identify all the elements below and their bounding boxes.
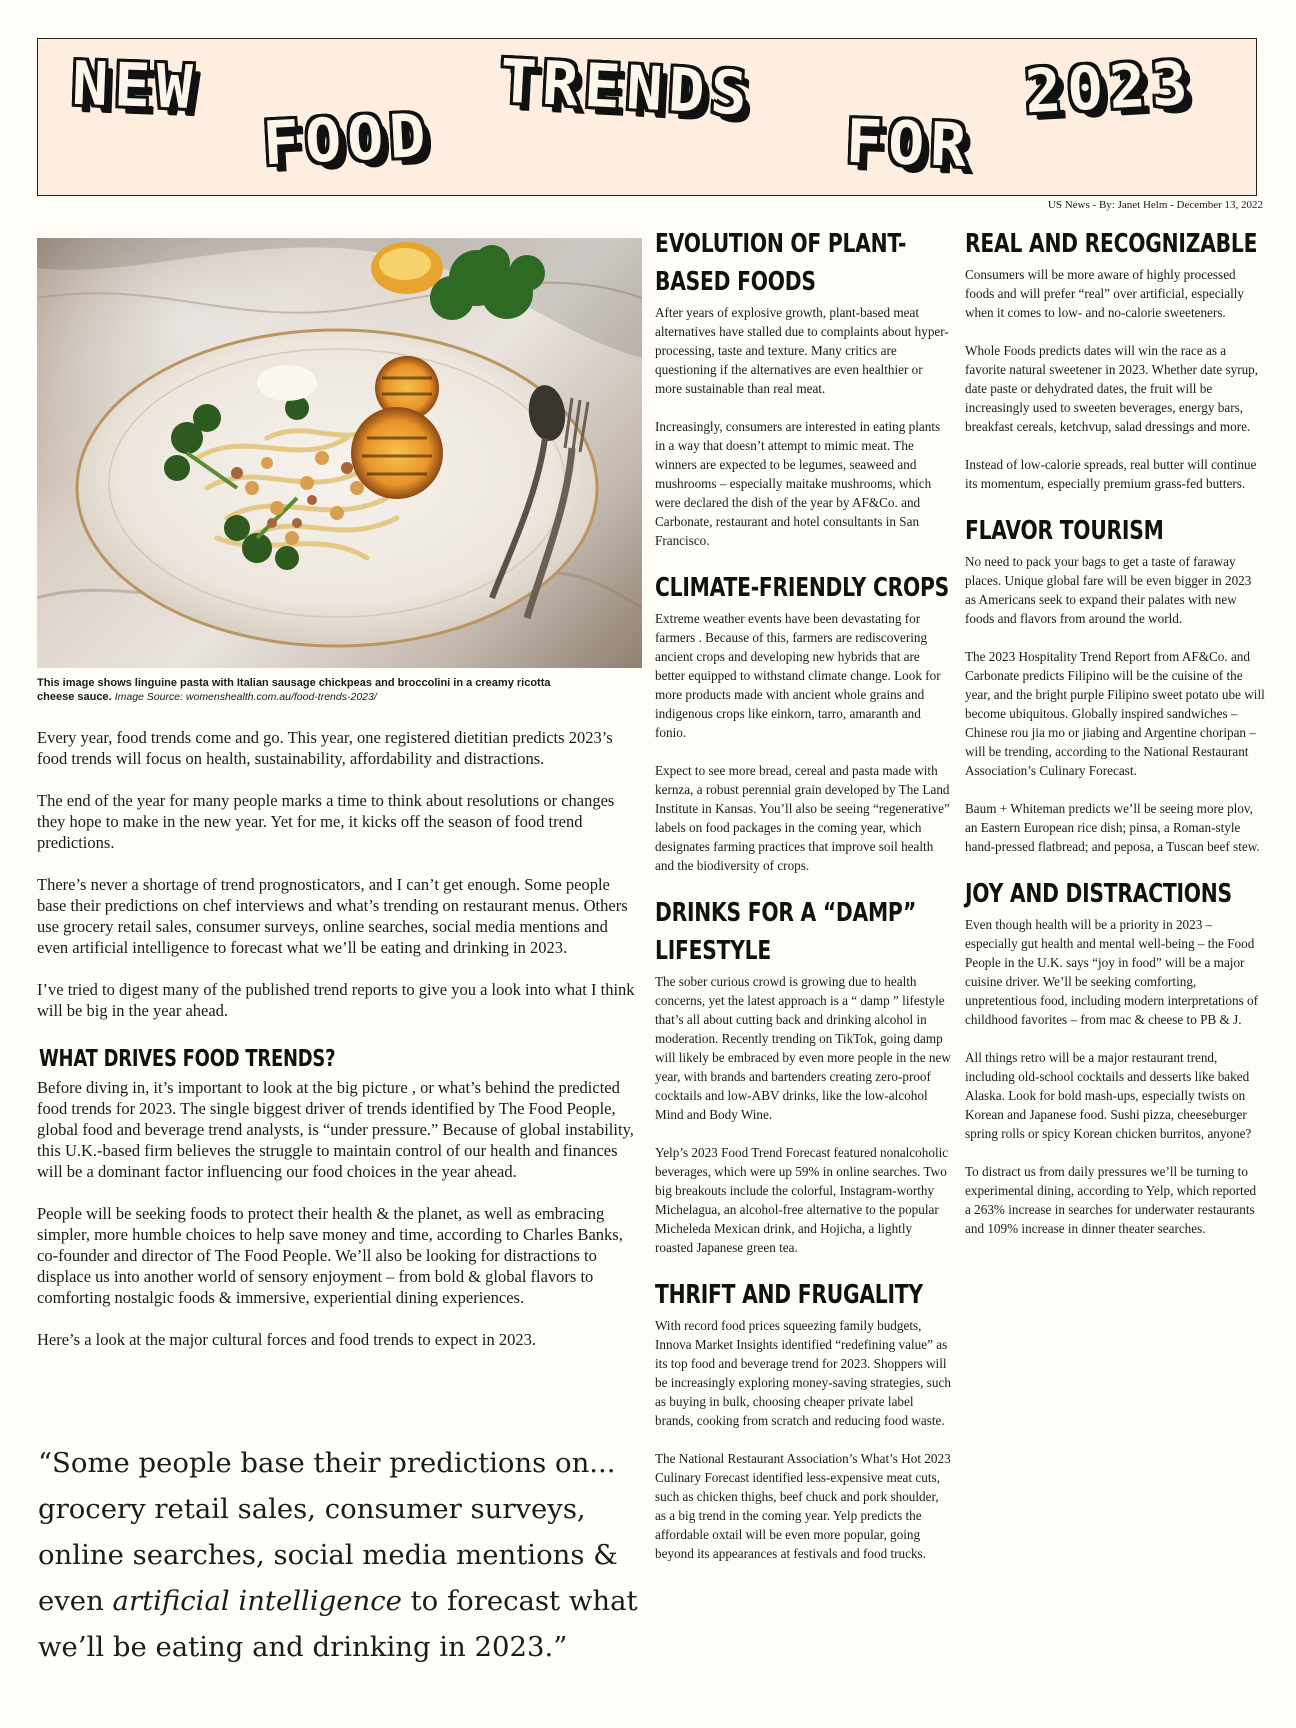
section-paragraph: The National Restaurant Association’s What’s Hot 2023 Culinary Forecast identified less-expensive meat cuts, such as chicken thighs, beef chuck and pork shoulder, as a big trend in the coming year. Yelp predicts the affordable oxtail will be even more popular, going beyond its appearances at festivals and food trucks.	[655, 1451, 951, 1561]
masthead	[37, 38, 1257, 196]
masthead-word-food: FOOD	[261, 100, 434, 180]
section-paragraph: Baum + Whiteman predicts we’ll be seeing more plov, an Eastern European rice dish; pinsa, a Roman-style hand-pressed flatbread; and peposa, a Tuscan beef stew.	[965, 801, 1260, 854]
caption-source: Image Source: womenshealth.com.au/food-trends-2023/	[114, 691, 377, 703]
section-paragraph: Before diving in, it’s important to look at the big picture , or what’s behind the predicted food trends for 2023. The single biggest driver of trends identified by The Food People, global food and beverage trend analysts, is “under pressure.” Because of global instability, this U.K.-based firm believes the struggle to maintain control of our health and finances will be a dominant factor influencing our food choices in the year ahead.	[37, 1078, 634, 1181]
section-paragraph: Yelp’s 2023 Food Trend Forecast featured nonalcoholic beverages, which were up 59% in online searches. Two big breakouts include the colorful, Instagram-worthy Michelagua, an alcohol-free alternative to the popular Micheleda Mexican drink, and Hojicha, a lightly roasted Japanese green tea.	[655, 1145, 949, 1255]
masthead-word-for: FOR	[844, 106, 974, 182]
section-paragraph: With record food prices squeezing family budgets, Innova Market Insights identified “redefining value” as its top food and beverage trend for 2023. Shoppers will be increasingly exploring money-saving strategies, such as buying in bulk, choosing cheaper private label brands, cooking from scratch and reducing food waste.	[655, 1318, 951, 1428]
section-paragraph: Whole Foods predicts dates will win the race as a favorite natural sweetener in 2023. Whether date syrup, date paste or dehydrated dates, the fruit will be increasingly used to sweeten beverages, energy bars, breakfast cereals, ketchvup, salad dressings and more.	[965, 343, 1259, 434]
section-heading: FLAVOR TOURISM	[965, 516, 1164, 546]
photo-caption	[37, 676, 557, 704]
intro-paragraph: I’ve tried to digest many of the published trend reports to give you a look into what I think will be big in the year ahead.	[37, 980, 635, 1020]
section-paragraph: All things retro will be a major restaurant trend, including old-school cocktails and desserts like baked Alaska. Look for bold mash-ups, especially twists on Korean and Japanese food. Sushi pizza, cheeseburger spring rolls or spicy Korean chicken burritos, anyone?	[965, 1050, 1252, 1141]
column-3	[965, 225, 1265, 1257]
section-heading: DRINKS FOR A “DAMP” LIFESTYLE	[655, 898, 917, 966]
pull-quote	[38, 1440, 638, 1670]
section-heading: JOY AND DISTRACTIONS	[965, 879, 1232, 909]
food-photo	[37, 238, 642, 668]
section-paragraph: Consumers will be more aware of highly processed foods and will prefer “real” over artificial, especially when it comes to low- and no-calorie sweeteners.	[965, 267, 1244, 320]
section-paragraph: Extreme weather events have been devastating for farmers . Because of this, farmers are rediscovering ancient crops and developing new hybrids that are better equipped to withstand climate change. Look for more products made with ancient whole grains and indigenous crops like einkorn, tarro, amaranth and fonio.	[655, 611, 941, 740]
intro-section	[37, 727, 637, 1371]
section-heading: EVOLUTION OF PLANT-BASED FOODS	[655, 229, 907, 297]
section-paragraph: People will be seeking foods to protect their health & the planet, as well as embracing simpler, more humble choices to help save money and time, according to Charles Banks, co-founder and director of The Food People. We’ll also be looking for distractions to displace us into another world of sensory enjoyment – from bold & global flavors to comforting nostalgic foods & immersive, experiential dining experiences.	[37, 1204, 623, 1307]
section-paragraph: To distract us from daily pressures we’ll be turning to experimental dining, according to Yelp, which reported a 263% increase in searches for underwater restaurants and 109% increase in dinner theater searches.	[965, 1164, 1257, 1236]
section-paragraph: No need to pack your bags to get a taste of faraway places. Unique global fare will be even bigger in 2023 as Americans seek to expand their palates with new foods and flavors from around the world.	[965, 554, 1252, 626]
masthead-word-trends: TRENDS	[498, 46, 755, 130]
quote-text: “Some people base their predictions on... grocery retail sales, consumer surveys, online searches, social media mentions & even	[38, 1447, 618, 1617]
masthead-word-new: NEW	[70, 48, 200, 124]
quote-emphasis: artificial intelligence	[112, 1585, 402, 1617]
section-paragraph: Here’s a look at the major cultural forces and food trends to expect in 2023.	[37, 1330, 536, 1349]
section-paragraph: The sober curious crowd is growing due to health concerns, yet the latest approach is a “ damp ” lifestyle that’s all about cutting back and drinking alcohol in moderation. Recently trending on TikTok, going damp will likely be embraced by even more people in the new year, with brands and bartenders creating zero-proof cocktails and low-ABV drinks, like the low-alcohol Mind and Body Wine.	[655, 974, 951, 1122]
section-paragraph: Even though health will be a priority in 2023 – especially gut health and mental well-being – the Food People in the U.K. says “joy in food” will be a major cuisine driver. We’ll be seeking comforting, unpretentious food, including modern interpretations of childhood favorites – from mac & cheese to PB & J.	[965, 917, 1258, 1027]
section-paragraph: After years of explosive growth, plant-based meat alternatives have stalled due to complaints about hyper-processing, taste and texture. Many critics are questioning if the alternatives are even healthier or more sustainable than real meat.	[655, 305, 949, 396]
caption-text: This image shows linguine pasta with Italian sausage chickpeas and broccolini in a creamy ricotta cheese sauce.	[37, 677, 551, 703]
section-heading: WHAT DRIVES FOOD TRENDS?	[39, 1046, 336, 1072]
column-2	[655, 225, 951, 1582]
pasta-dish-illustration	[37, 238, 642, 668]
section-paragraph: Increasingly, consumers are interested in eating plants in a way that doesn’t attempt to mimic meat. The winners are expected to be legumes, seaweed and mushrooms – especially maitake mushrooms, which were declared the dish of the year by AF&Co. and Carbonate, restaurant and hotel consultants in San Francisco.	[655, 419, 941, 548]
section-heading: CLIMATE-FRIENDLY CROPS	[655, 573, 950, 603]
intro-paragraph: Every year, food trends come and go. This year, one registered dietitian predicts 2023’s food trends will focus on health, sustainability, affordability and distractions.	[37, 728, 613, 768]
byline: US News - By: Janet Helm - December 13, 2022	[1047, 199, 1263, 211]
section-heading: THRIFT AND FRUGALITY	[655, 1280, 923, 1310]
intro-paragraph: The end of the year for many people marks a time to think about resolutions or changes they hope to make in the new year. Yet for me, it kicks off the season of food trend predictions.	[37, 791, 615, 852]
intro-paragraph: There’s never a shortage of trend prognosticators, and I can’t get enough. Some people base their predictions on chef interviews and what’s trending on restaurant menus. Others use grocery retail sales, consumer surveys, online searches, social media mentions and even artificial intelligence to forecast what we’ll be eating and drinking in 2023.	[37, 875, 628, 957]
section-paragraph: Instead of low-calorie spreads, real butter will continue its momentum, especially premium grass-fed butters.	[965, 457, 1257, 491]
section-paragraph: Expect to see more bread, cereal and pasta made with kernza, a robust perennial grain developed by The Land Institute in Kansas. You’ll also be seeing “regenerative” labels on food packages in the coming year, which designates farming practices that improve soil health and the biodiversity of crops.	[655, 763, 950, 873]
quote-text-end: to forecast what we’ll be eating and drinking in 2023.”	[38, 1585, 638, 1663]
masthead-word-year: 2023	[1023, 48, 1196, 128]
section-heading: REAL AND RECOGNIZABLE	[965, 229, 1258, 259]
section-paragraph: The 2023 Hospitality Trend Report from AF&Co. and Carbonate predicts Filipino will be the cuisine of the year, and the bright purple Filipino sweet potato ube will become ubiquitous. Globally inspired sandwiches – Chinese rou jia mo or jiabing and Argentine choripan – will be trending, according to the National Restaurant Association’s Culinary Forecast.	[965, 649, 1265, 778]
